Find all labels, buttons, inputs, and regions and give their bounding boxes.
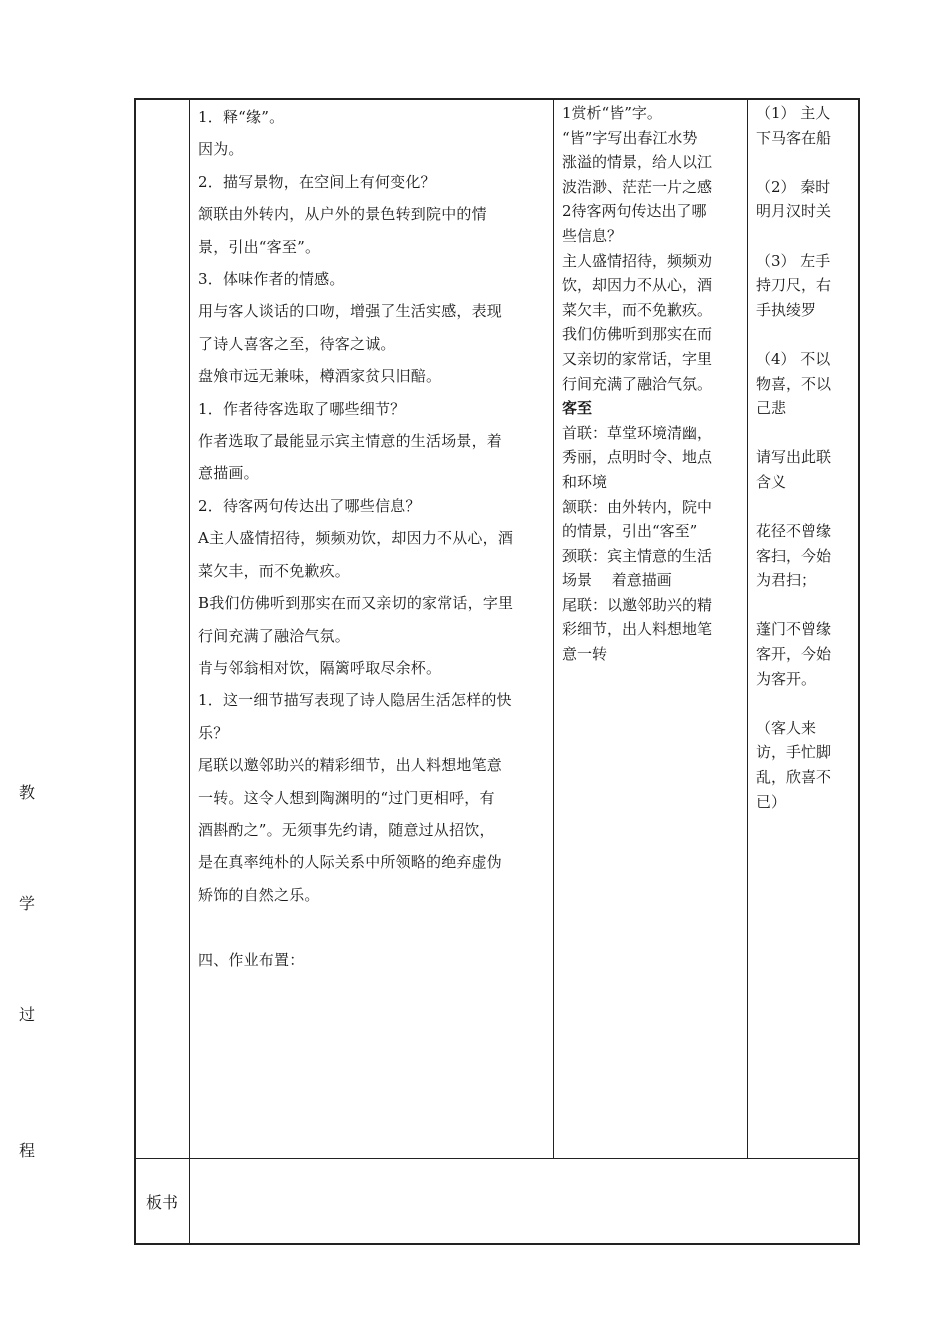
note-line (756, 593, 854, 618)
activity-line: 涨溢的情景，给人以江 (562, 153, 713, 172)
note-line: 含义 (756, 472, 787, 491)
column-divider (747, 99, 748, 1158)
content-line: 矫饰的自然之乐。 (198, 885, 320, 904)
activity-line: 彩细节，出人料想地笔 (562, 620, 713, 639)
note-line: （客人来 (756, 718, 817, 737)
notes-column (756, 101, 854, 814)
activity-line: 2待客两句传达出了哪 (562, 202, 707, 221)
activity-line: 意一转 (562, 645, 608, 664)
activity-line: 和环境 (562, 472, 608, 491)
board-label: 板书 (145, 1193, 178, 1212)
row-divider (135, 1158, 859, 1159)
activity-line: 颈联：宾主情意的生活 (562, 546, 713, 565)
content-line: 一转。这令人想到陶渊明的“过门更相呼，有 (198, 788, 495, 807)
content-line: 乐？ (198, 723, 229, 742)
activity-line: 些信息？ (562, 226, 623, 245)
note-line: 客开，今始 (756, 645, 832, 664)
activity-line: “皆”字写出春江水势 (562, 128, 698, 147)
activity-line: 的情景，引出“客至” (562, 522, 698, 541)
content-line: A主人盛情招待，频频劝饮，却因力不从心，酒 (198, 529, 514, 548)
note-line: 为君扫； (756, 571, 817, 590)
content-line: 尾联以邀邻助兴的精彩细节，出人料想地笔意 (198, 756, 503, 775)
note-line: 请写出此联 (756, 448, 832, 467)
content-line: 菜欠丰，而不免歉疚。 (198, 561, 351, 580)
content-line: 酒斟酌之”。无须事先约请，随意过从招饮， (198, 820, 495, 839)
activity-line: 饮，却因力不从心，酒 (562, 276, 713, 295)
activity-line: 菜欠丰，而不免歉疚。 (562, 300, 713, 319)
section-label-char: 程 (18, 1141, 35, 1160)
activity-line: 又亲切的家常话，字里 (562, 349, 713, 368)
content-line (198, 911, 548, 943)
activity-line: 波浩渺、茫茫一片之感 (562, 177, 713, 196)
content-line: B我们仿佛听到那实在而又亲切的家常话，字里 (198, 594, 514, 613)
section-label-char: 学 (18, 894, 35, 913)
activity-line: 场景 着意描画 (562, 571, 672, 590)
note-line (756, 421, 854, 446)
note-line: 手执绫罗 (756, 300, 817, 319)
note-line: （2） 秦时 (756, 177, 831, 196)
activity-line: 主人盛情招待，频频劝 (562, 251, 713, 270)
note-line: 下马客在船 (756, 128, 832, 147)
note-line (756, 322, 854, 347)
content-line: 行间充满了融洽气氛。 (198, 626, 351, 645)
content-line: 用与客人谈话的口吻，增强了生活实感，表现 (198, 302, 503, 321)
activity-line: 秀丽，点明时令、地点 (562, 448, 713, 467)
activity-line: 首联：草堂环境清幽， (562, 423, 713, 442)
content-line: 因为。 (198, 140, 244, 159)
activity-line: 1赏析“皆”字。 (562, 104, 662, 122)
note-line: 客扫，今始 (756, 546, 832, 565)
note-line: 物喜，不以 (756, 374, 832, 393)
section-label-char: 教 (18, 783, 35, 802)
note-line: 已） (756, 792, 787, 811)
note-line: 花径不曾缘 (756, 522, 832, 541)
content-line: 颔联由外转内，从户外的景色转到院中的情 (198, 205, 487, 224)
column-divider (553, 99, 554, 1158)
content-line: 1．这一细节描写表现了诗人隐居生活怎样的快 (198, 691, 512, 710)
activity-line: 颔联：由外转内，院中 (562, 497, 713, 516)
note-line: 己悲 (756, 399, 787, 418)
content-line: 1．作者待客选取了哪些细节？ (198, 399, 406, 418)
activity-line: 行间充满了融洽气氛。 (562, 374, 713, 393)
content-line: 了诗人喜客之至，待客之诚。 (198, 334, 396, 353)
content-line: 作者选取了最能显示宾主情意的生活场景，着 (198, 432, 503, 451)
column-divider (189, 99, 190, 1244)
activity-line: 我们仿佛听到那实在而 (562, 325, 713, 344)
content-line: 意描画。 (198, 464, 259, 483)
note-line: 为客开。 (756, 669, 817, 688)
activity-heading: 客至 (562, 399, 593, 418)
content-line: 3．体味作者的情感。 (198, 270, 345, 289)
content-line: 景，引出“客至”。 (198, 237, 321, 256)
content-line: 盘飧市远无兼味，樽酒家贫只旧醅。 (198, 367, 442, 386)
content-line: 肯与邻翁相对饮，隔篱呼取尽余杯。 (198, 658, 442, 677)
content-line: 1．释“缘”。 (198, 108, 285, 126)
note-line (756, 224, 854, 249)
note-line (756, 691, 854, 716)
note-line: （1） 主人 (756, 104, 831, 122)
content-line: 是在真率纯朴的人际关系中所领略的绝弃虚伪 (198, 853, 503, 872)
content-line: 2．描写景物，在空间上有何变化？ (198, 172, 436, 191)
note-line: 持刀尺，右 (756, 276, 832, 295)
note-line: 明月汉时关 (756, 202, 832, 221)
homework-heading: 四、作业布置： (198, 950, 305, 969)
content-line: 2．待客两句传达出了哪些信息？ (198, 496, 421, 515)
note-line: 蓬门不曾缘 (756, 620, 832, 639)
activity-line: 尾联：以邀邻助兴的精 (562, 595, 713, 614)
note-line: （4） 不以 (756, 349, 831, 368)
student-activity (562, 101, 744, 667)
note-line (756, 495, 854, 520)
note-line: （3） 左手 (756, 251, 831, 270)
teaching-content (198, 101, 548, 976)
note-line: 乱，欣喜不 (756, 768, 832, 787)
note-line (756, 150, 854, 175)
section-label-char: 过 (18, 1005, 35, 1024)
note-line: 访，手忙脚 (756, 743, 832, 762)
